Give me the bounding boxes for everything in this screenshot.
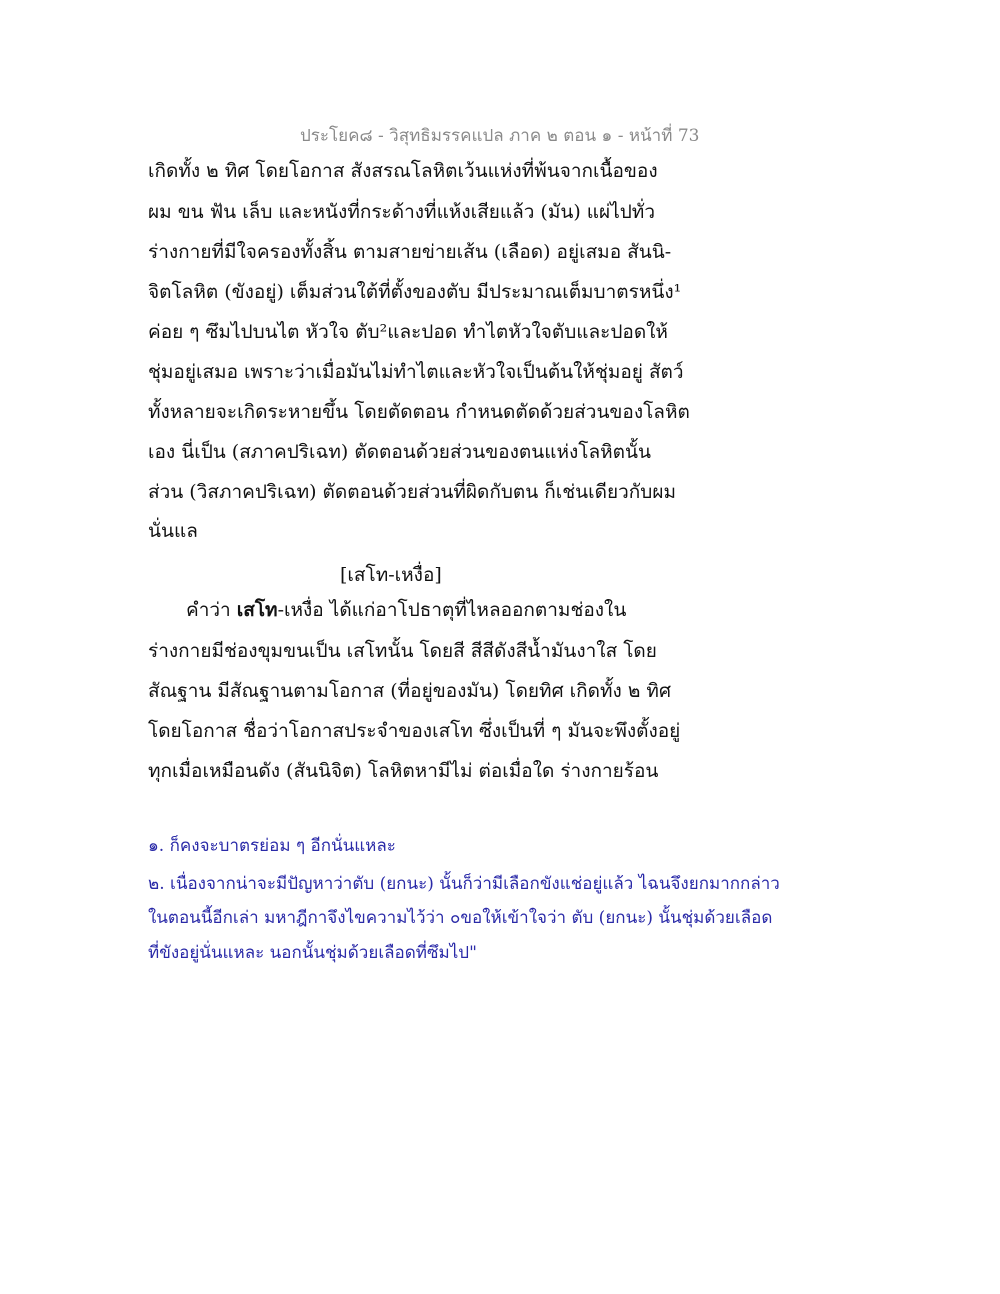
footnote: ในตอนนี้อีกเล่า มหาฎีกาจึงไขความไว้ว่า ๐ขอให้เข้าใจว่า ตับ (ยกนะ) นั้นชุ่มด้วยเลือด: [148, 908, 773, 928]
running-header: ประโยค๘ - วิสุทธิมรรคแปล ภาค ๒ ตอน ๑ - หน้าที่ 73: [300, 126, 700, 146]
body-line: ทั้งหลายจะเกิดระหายขึ้น โดยตัดตอน กำหนดตัดด้วยส่วนของโลหิต: [148, 401, 690, 423]
footnote: ๑. ก็คงจะบาตรย่อม ๆ อีกนั่นแหละ: [148, 836, 396, 856]
body-line: จิตโลหิต (ขังอยู่) เต็มส่วนใต้ที่ตั้งของตับ มีประมาณเต็มบาตรหนึ่ง¹: [148, 281, 682, 303]
section-term: เสโท: [236, 599, 278, 621]
body-line: ชุ่มอยู่เสมอ เพราะว่าเมื่อมันไม่ทำไตและหัวใจเป็นต้นให้ชุ่มอยู่ สัตว์: [148, 361, 684, 383]
body-line: ส่วน (วิสภาคปริเฉท) ตัดตอนด้วยส่วนที่ผิดกับตน ก็เช่นเดียวกับผม: [148, 481, 677, 503]
body-line: นั่นแล: [148, 520, 198, 542]
body-line: ค่อย ๆ ซึมไปบนไต หัวใจ ตับ²และปอด ทำไตหัวใจตับและปอดให้: [148, 321, 668, 343]
body-line: ผม ขน ฟัน เล็บ และหนังที่กระด้างที่แห้งเสียแล้ว (มัน) แผ่ไปทั่ว: [148, 201, 655, 223]
section-first-line: [186, 601, 626, 620]
section-first-rest: -เหงื่อ ได้แก่อาโปธาตุที่ไหลออกตามช่องใน: [277, 599, 627, 621]
body-line: สัณฐาน มีสัณฐานตามโอกาส (ที่อยู่ของมัน) โดยทิศ เกิดทั้ง ๒ ทิศ: [148, 680, 672, 702]
footnote: ที่ขังอยู่นั่นแหละ นอกนั้นชุ่มด้วยเลือดที่ซึมไป": [148, 943, 477, 963]
section-heading: [เสโท-เหงื่อ]: [340, 564, 442, 586]
body-line: ร่างกายที่มีใจครองทั้งสิ้น ตามสายข่ายเส้น (เลือด) อยู่เสมอ สันนิ-: [148, 241, 672, 263]
body-line: ทุกเมื่อเหมือนดัง (สันนิจิต) โลหิตหามีไม่ ต่อเมื่อใด ร่างกายร้อน: [148, 760, 659, 782]
body-line: เกิดทั้ง ๒ ทิศ โดยโอกาส สังสรณโลหิตเว้นแห่งที่พ้นจากเนื้อของ: [148, 160, 658, 182]
footnote: ๒. เนื่องจากน่าจะมีปัญหาว่าตับ (ยกนะ) นั้นก็ว่ามีเลือกขังแช่อยู่แล้ว ไฉนจึงยกมากกล่าว: [148, 874, 780, 894]
body-line: เอง นี่เป็น (สภาคปริเฉท) ตัดตอนด้วยส่วนของตนแห่งโลหิตนั้น: [148, 441, 651, 463]
body-line: โดยโอกาส ชื่อว่าโอกาสประจำของเสโท ซึ่งเป็นที่ ๆ มันจะพึงตั้งอยู่: [148, 720, 681, 742]
body-line: ร่างกายมีช่องขุมขนเป็น เสโทนั้น โดยสี สีสีดังสีน้ำมันงาใส โดย: [148, 640, 657, 662]
section-first-prefix: คำว่า: [186, 599, 237, 621]
